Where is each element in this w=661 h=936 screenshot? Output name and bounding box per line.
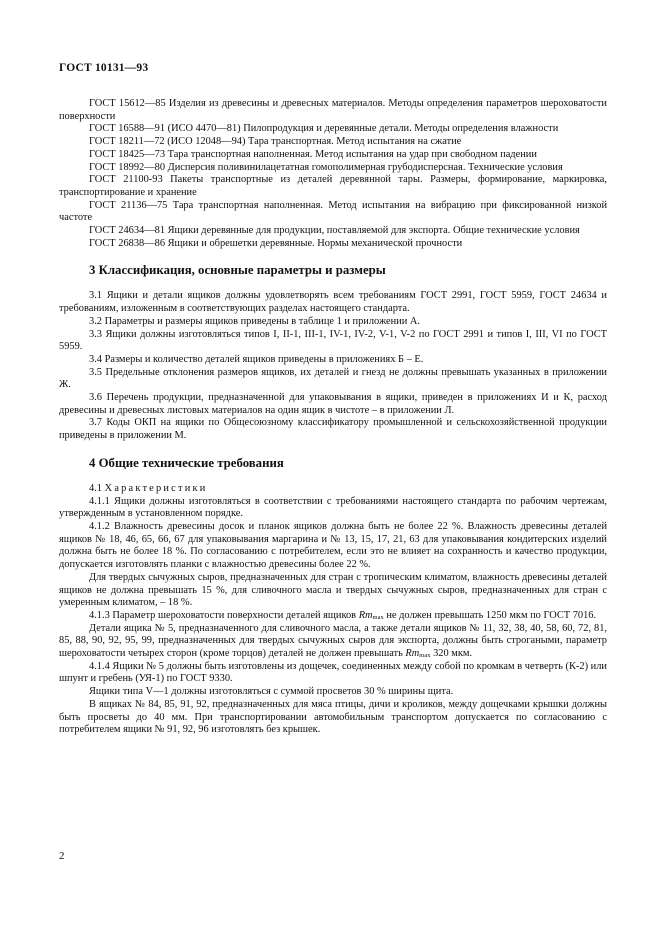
reference-item: ГОСТ 18992—80 Дисперсия поливинилацетатная гомополимерная грубодисперсная. Технические условия	[89, 161, 563, 173]
paragraph-4-1-2: 4.1.2 Влажность древесины досок и планок ящиков должна быть не более 22 %. Влажность древесины деталей ящиков № 18, 46, 65, 66, 67 для упаковывания маргарина и № 13, 15, 17, 21, 63 для упаковывания кондитерских изделий должна быть не более 18 %. По согласованию с потребителем, если это не влияет на сохранность и качество продукции, допускается изготовлять планки с влажностью древесины более 22 %.	[59, 520, 607, 571]
paragraph-3-4: 3.4 Размеры и количество деталей ящиков приведены в приложениях Б – Е.	[89, 353, 424, 365]
paragraph-3-2: 3.2 Параметры и размеры ящиков приведены в таблице 1 и приложении А.	[89, 315, 421, 327]
paragraph-4-1-1: 4.1.1 Ящики должны изготовляться в соответствии с требованиями настоящего стандарта по рабочим чертежам, утвержденным в установленном порядке.	[59, 495, 607, 520]
reference-item: ГОСТ 26838—86 Ящики и обрешетки деревянные. Нормы механической прочности	[89, 237, 463, 249]
reference-item: ГОСТ 21100-93 Пакеты транспортные из деталей деревянной тары. Размеры, формирование, маркировка, транспортирование и хранение	[59, 174, 607, 198]
text-run: Детали ящика № 5, предназначенного для сливочного масла, а также детали ящиков № 11, 32, 38, 40, 58, 60, 72, 81, 85, 88, 90, 92, 95, 99, предназначенных для твердых сычужных сыров для экспорта, должны быть строгаными, параметр шероховатости четырех сторон (кроме торцов) деталей не должен превышать	[59, 622, 607, 660]
text-run: не должен превышать 1250 мкм по ГОСТ 7016.	[383, 609, 597, 621]
paragraph-3-3: 3.3 Ящики должны изготовляться типов I, II-1, III-1, IV-1, IV-2, V-1, V-2 по ГОСТ 2991 и типов I, III, VI по ГОСТ 5959.	[59, 328, 607, 353]
paragraph-4-1-4: 4.1.4 Ящики № 5 должны быть изготовлены из дощечек, соединенных между собой по кромкам в четверть (К-2) или шпунт и гребень (УЯ-1) по ГОСТ 9330.	[59, 660, 607, 685]
reference-item: ГОСТ 15612—85 Изделия из древесины и древесных материалов. Методы определения параметров шероховатости поверхности	[59, 98, 607, 122]
normative-references-list	[59, 98, 607, 250]
paragraph-4-1-2-cont: Для твердых сычужных сыров, предназначенных для стран с тропическим климатом, влажность древесины деталей ящиков не должна превышать 15 %, для сливочного масла и твердых сычужных сыров, предназначенных для стран с умеренным климатом, – 18 %.	[59, 571, 607, 609]
paragraph-4-1-3-cont	[59, 623, 607, 661]
section-4-body	[59, 483, 607, 737]
document-header-code: ГОСТ 10131—93	[59, 62, 149, 74]
paragraph-4-1-3	[59, 610, 607, 623]
paragraph-3-7: 3.7 Коды ОКП на ящики по Общесоюзному классификатору промышленной и сельскохозяйственной продукции приведены в приложении М.	[59, 417, 607, 442]
document-body	[59, 98, 607, 737]
roughness-subscript: max	[419, 652, 431, 660]
reference-item: ГОСТ 21136—75 Тара транспортная наполненная. Метод испытания на вибрацию при фиксированной низкой частоте	[59, 199, 607, 224]
reference-item: ГОСТ 24634—81 Ящики деревянные для продукции, поставляемой для экспорта. Общие технические условия	[89, 225, 580, 237]
section-4-heading: 4 Общие технические требования	[89, 455, 284, 470]
page-number: 2	[59, 850, 65, 862]
reference-item: ГОСТ 16588—91 (ИСО 4470—81) Пилопродукция и деревянные детали. Методы определения влажности	[89, 123, 559, 135]
paragraph-4-1-4-cont-2: В ящиках № 84, 85, 91, 92, предназначенных для мяса птицы, дичи и кроликов, между дощечками крышки должны быть просветы до 40 мм. При транспортировании автомобильным транспортом допускается по согласованию с потребителем ящики № 91, 92, 96 изготовлять без крышек.	[59, 698, 607, 736]
paragraph-4-1-4-cont: Ящики типа V—1 должны изготовляться с суммой просветов 30 % ширины щита.	[89, 686, 454, 698]
paragraph-3-5: 3.5 Предельные отклонения размеров ящиков, их деталей и гнезд не должны превышать указанных в приложении Ж.	[59, 366, 607, 391]
roughness-subscript: max	[372, 613, 384, 621]
subsection-title: Характеристики	[104, 482, 208, 494]
roughness-symbol: Rm	[405, 648, 420, 660]
reference-item: ГОСТ 18211—72 (ИСО 12048—94) Тара транспортная. Метод испытания на сжатие	[89, 136, 462, 148]
text-run: 320 мкм.	[430, 648, 473, 660]
subsection-4-1-heading	[59, 483, 607, 496]
section-3-heading: 3 Классификация, основные параметры и размеры	[89, 263, 386, 278]
roughness-symbol: Rm	[358, 609, 373, 621]
paragraph-3-1: 3.1 Ящики и детали ящиков должны удовлетворять всем требованиям ГОСТ 2991, ГОСТ 5959, ГОСТ 24634 и требованиям, изложенным в соответствующих разделах настоящего стандарта.	[59, 290, 607, 315]
reference-item: ГОСТ 18425—73 Тара транспортная наполненная. Метод испытания на удар при свободном падении	[89, 148, 537, 160]
text-run: 4.1.3 Параметр шероховатости поверхности деталей ящиков	[89, 609, 359, 621]
paragraph-3-6: 3.6 Перечень продукции, предназначенной для упаковывания в ящики, приведен в приложениях И и К, расход древесины и древесных листовых материалов на один ящик в чистоте – в приложении Л.	[59, 392, 607, 416]
subsection-number: 4.1	[89, 482, 102, 494]
section-3-body	[59, 290, 607, 442]
